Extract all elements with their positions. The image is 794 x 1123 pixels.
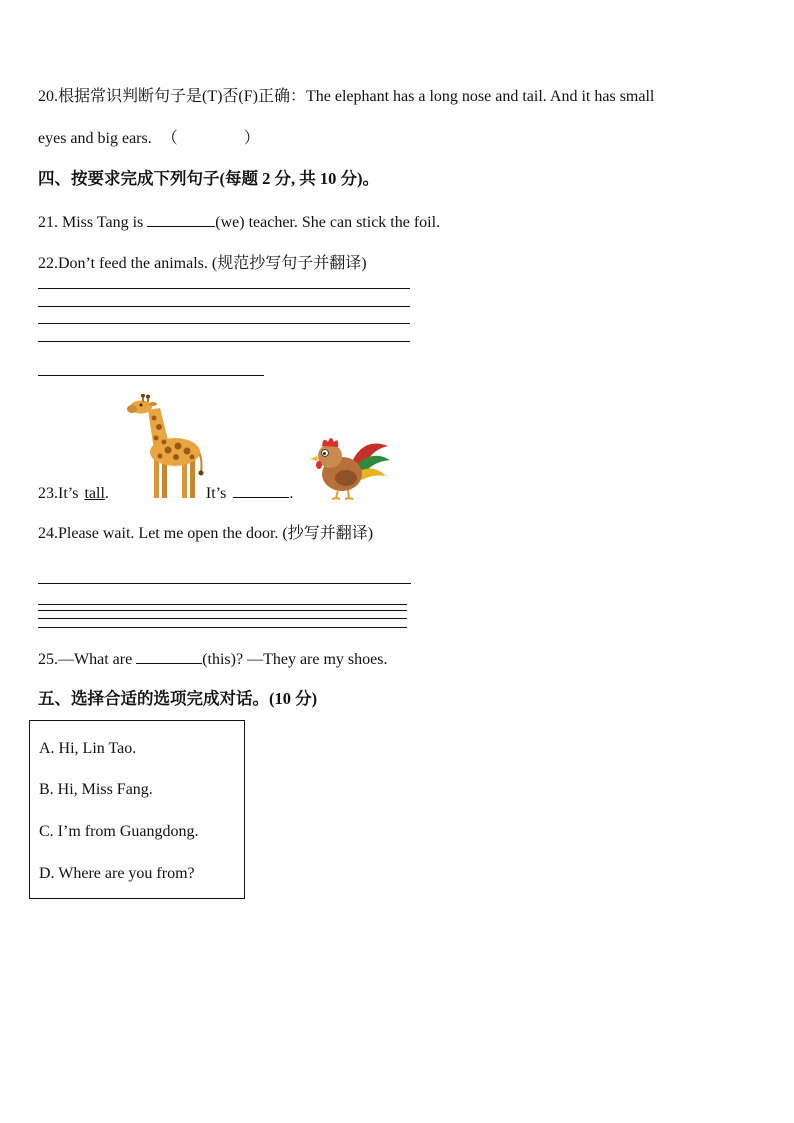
q20-line1: 20.根据常识判断句子是(T)否(F)正确：The elephant has a long nose and tail. And it has small — [38, 88, 655, 105]
option-b: B. Hi, Miss Fang. — [39, 781, 153, 798]
q20-paren-open: （ — [161, 130, 178, 147]
q21-after: (we) teacher. She can stick the foil. — [215, 214, 441, 231]
q22-writing-line[interactable] — [38, 306, 410, 307]
q22-translation-line[interactable] — [38, 375, 264, 376]
q24-writing-line[interactable] — [38, 610, 407, 611]
q24-writing-line[interactable] — [38, 618, 407, 619]
rooster-icon — [306, 432, 392, 500]
q24-writing-line[interactable] — [38, 604, 407, 605]
q21-before: 21. Miss Tang is — [38, 214, 144, 231]
q21 — [38, 212, 440, 233]
q20-line2 — [38, 129, 260, 149]
q23-blank[interactable] — [233, 483, 289, 498]
option-a: A. Hi, Lin Tao. — [39, 740, 137, 757]
q25-after: (this)? —They are my shoes. — [202, 651, 388, 668]
q25-blank[interactable] — [136, 649, 202, 664]
q25 — [38, 649, 387, 670]
q22-writing-line[interactable] — [38, 288, 410, 289]
options-box — [29, 720, 245, 899]
q23-part2: It’s — [205, 485, 227, 502]
option-c: C. I’m from Guangdong. — [39, 823, 199, 840]
q24-writing-line[interactable] — [38, 583, 411, 584]
section5-heading: 五、选择合适的选项完成对话。(10 分) — [38, 689, 318, 708]
q23-word: tall — [84, 485, 105, 502]
q22-writing-line[interactable] — [38, 341, 410, 342]
q23-part1: 23.It’s — [38, 485, 79, 502]
q20-paren-close: ） — [243, 130, 260, 147]
q24-writing-line[interactable] — [38, 627, 407, 628]
q24-text: 24.Please wait. Let me open the door. (抄写并翻译) — [38, 525, 374, 542]
q22-text: 22.Don’t feed the animals. (规范抄写句子并翻译) — [38, 255, 367, 272]
q22-writing-line[interactable] — [38, 323, 410, 324]
q20-line2-text: eyes and big ears. — [38, 130, 152, 147]
q23 — [38, 483, 293, 504]
option-d: D. Where are you from? — [39, 865, 195, 882]
q25-before: 25.—What are — [38, 651, 133, 668]
section4-heading: 四、按要求完成下列句子(每题 2 分, 共 10 分)。 — [38, 169, 379, 188]
q23-dot2: . — [289, 485, 294, 502]
q21-blank[interactable] — [147, 212, 215, 227]
q23-dot1: . — [104, 485, 109, 502]
